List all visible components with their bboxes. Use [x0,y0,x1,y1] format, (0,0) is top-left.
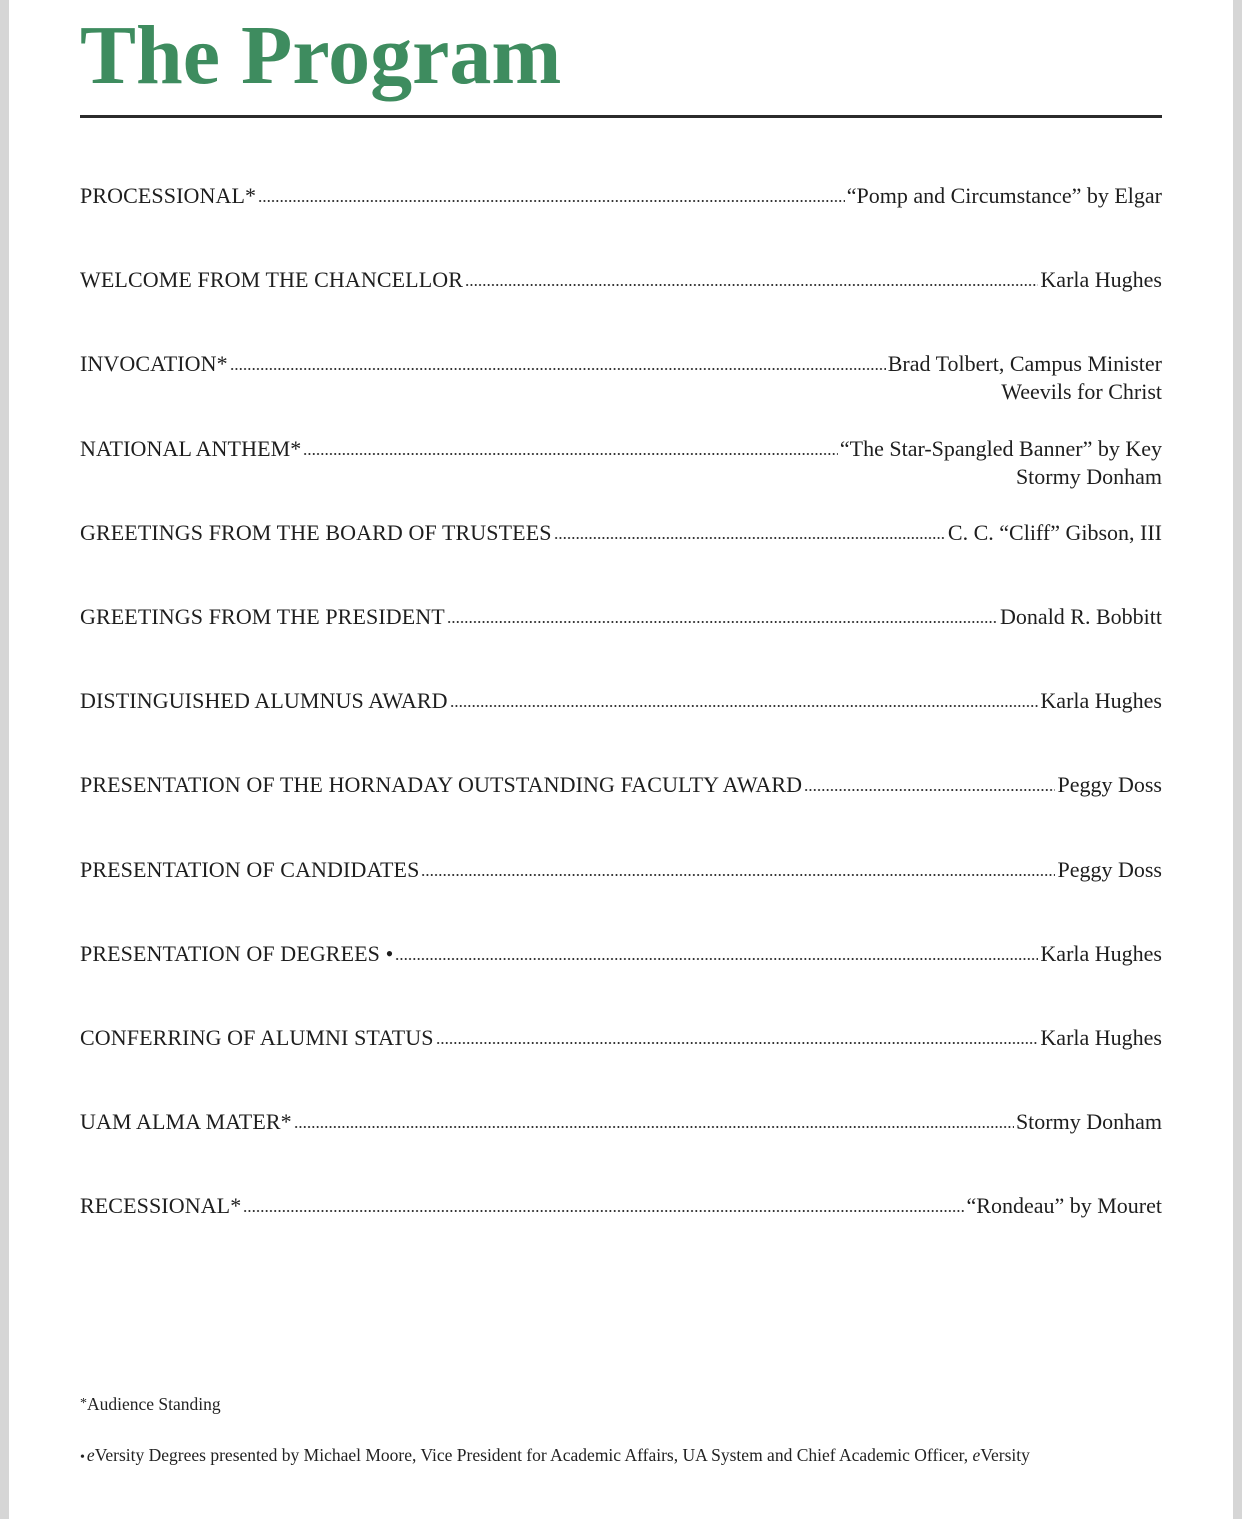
item-performer: Brad Tolbert, Campus Minister [887,351,1162,377]
bullet-mark: • [80,1450,85,1465]
footnotes [80,1392,1162,1470]
item-title: DISTINGUISHED ALUMNUS AWARD [80,688,448,714]
program-item-board-greetings [80,519,1162,603]
item-performer: Stormy Donham [1015,1109,1162,1135]
footnote-audience-standing [80,1392,1162,1419]
item-performer: Karla Hughes [1040,267,1162,293]
item-title: PRESENTATION OF DEGREES • [80,940,394,966]
footnote-standing-text: Audience Standing [87,1394,221,1414]
eversity-e: e [972,1445,981,1465]
item-title: PRESENTATION OF THE HORNADAY OUTSTANDING FACULTY AWARD [80,772,803,798]
item-title: GREETINGS FROM THE PRESIDENT [80,603,445,629]
item-performer: “Rondeau” by Mouret [966,1193,1162,1219]
asterisk-mark: * [80,1396,87,1411]
item-sub-performer: Stormy Donham [1015,463,1162,489]
program-item-welcome [80,266,1162,350]
item-title: INVOCATION* [80,351,228,377]
item-performer: C. C. “Cliff” Gibson, III [947,519,1162,545]
dot-leader [230,368,886,370]
dot-leader [450,705,1039,707]
program-list [80,182,1162,1276]
dot-leader [447,621,998,623]
item-performer: Peggy Doss [1057,856,1162,882]
program-item-candidates [80,856,1162,940]
item-performer: “The Star-Spangled Banner” by Key [839,435,1162,461]
program-page [9,0,1233,1519]
dot-leader [258,200,845,202]
footnote-degrees-text: Versity Degrees presented by Michael Moore, Vice President for Academic Affairs, UA System and Chief Academic Officer, [94,1445,973,1465]
program-item-alumnus-award [80,687,1162,771]
footnote-degrees-tail: Versity [980,1445,1030,1465]
dot-leader [303,453,838,455]
program-item-alumni-status [80,1024,1162,1108]
item-title: CONFERRING OF ALUMNI STATUS [80,1024,434,1050]
dot-leader [294,1126,1014,1128]
program-item-national-anthem [80,435,1162,519]
program-item-alma-mater [80,1108,1162,1192]
program-item-invocation [80,350,1162,434]
dot-leader [554,537,946,539]
program-item-faculty-award [80,771,1162,855]
dot-leader [804,789,1055,791]
dot-leader [436,1042,1039,1044]
item-title: WELCOME FROM THE CHANCELLOR [80,267,464,293]
program-item-recessional [80,1192,1162,1276]
item-performer: Karla Hughes [1040,940,1162,966]
program-item-processional [80,182,1162,266]
item-performer: Karla Hughes [1040,1024,1162,1050]
footnote-eversity-degrees [80,1443,1162,1470]
dot-leader [421,874,1055,876]
item-title: PROCESSIONAL* [80,183,257,208]
item-performer: “Pomp and Circumstance” by Elgar [846,183,1162,208]
item-title: NATIONAL ANTHEM* [80,435,302,461]
dot-leader [395,958,1038,960]
page-title: The Program [80,9,562,102]
item-performer: Donald R. Bobbitt [1000,603,1162,629]
item-title: GREETINGS FROM THE BOARD OF TRUSTEES [80,519,552,545]
title-divider [80,115,1162,118]
eversity-e: e [86,1445,95,1465]
dot-leader [465,284,1038,286]
dot-leader [243,1210,964,1212]
program-item-president-greetings [80,603,1162,687]
item-title: UAM ALMA MATER* [80,1109,292,1135]
item-title: RECESSIONAL* [80,1193,242,1219]
item-sub-performer: Weevils for Christ [1001,379,1162,405]
program-item-degrees [80,940,1162,1024]
item-performer: Karla Hughes [1040,688,1162,714]
item-performer: Peggy Doss [1057,772,1162,798]
item-title: PRESENTATION OF CANDIDATES [80,856,420,882]
